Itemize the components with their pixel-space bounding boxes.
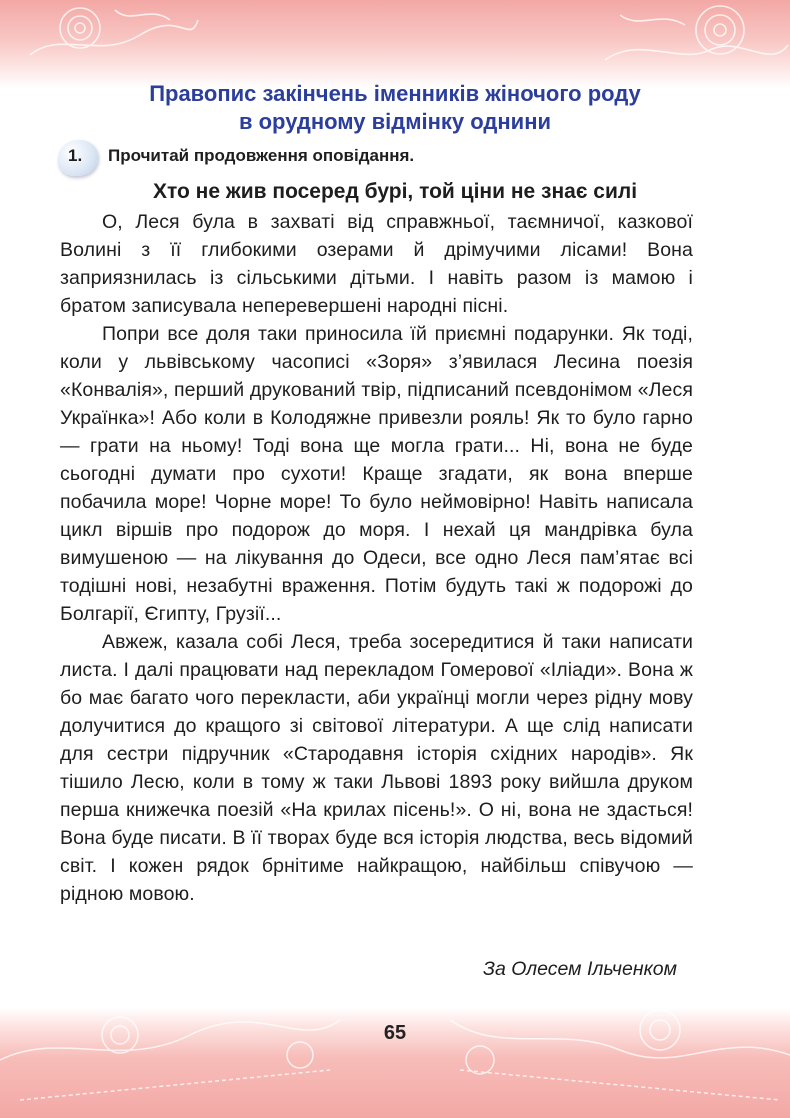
story-title: Хто не жив посеред бурі, той ціни не знає силі — [152, 180, 638, 203]
exercise-number: 1. — [68, 146, 83, 165]
story-source: За Олесем Ільченком — [483, 958, 677, 980]
floral-ornament-top-right — [600, 0, 790, 80]
lesson-title-line-1: Правопис закінчень іменників жіночого роду — [149, 81, 641, 106]
story-text — [60, 208, 693, 908]
page-number: 65 — [383, 1022, 407, 1044]
exercise-instruction: Прочитай продовження оповідання. — [108, 146, 415, 165]
story-paragraph-1: О, Леся була в захваті від справжньої, таємничої, казкової Волині з її глибокими озерами й дрімучими лісами! Вона заприязнилась із сільськими дітьми. І навіть разом із мамою і братом записувала неперевершені народні пісні. — [60, 211, 693, 317]
story-paragraph-2: Попри все доля таки приносила їй приємні подарунки. Як тоді, коли у львівському часописі «Зоря» з’явилася Лесина поезія «Конвалія», перший друкований твір, підписаний псевдонімом «Леся Українка»! Або коли в Колодяжне привезли рояль! Як то було гарно — грати на ньому! Тоді вона ще могла грати... Ні, вона не буде сьогодні думати про сухоти! Краще згадати, як вона вперше побачила море! Чорне море! То було неймовірно! Навіть написала цикл віршів про подорож до моря. І нехай ця мандрівка була вимушеною — на лікування до Одеси, все одно Леся пам’ятає всі тодішні нові, незабутні враження. Потім будуть такі ж подорожі до Болгарії, Єгипту, Грузії... — [60, 323, 693, 625]
floral-ornament-bottom — [0, 990, 790, 1118]
story-paragraph-3: Авжеж, казала собі Леся, треба зосередитися й таки написати листа. І далі працювати над перекладом Гомерової «Іліади». Вона ж бо має багато чого перекласти, аби українці могли через рідну мову долучитися до кращого зі світової літератури. А ще слід написати для сестри підручник «Стародавня історія східних народів». Як тішило Лесю, коли в тому ж таки Львові 1893 року вийшла друком перша книжечка поезій «На крилах пісень!». О ні, вона не здасться! Вона буде писати. В її творах буде вся історія людства, весь відомий світ. І кожен рядок брнітиме найкращою, найбільш співучою — рідною мовою. — [60, 631, 693, 905]
lesson-title-line-2: в орудному відмінку однини — [238, 109, 552, 134]
floral-ornament-top-left — [20, 0, 200, 70]
